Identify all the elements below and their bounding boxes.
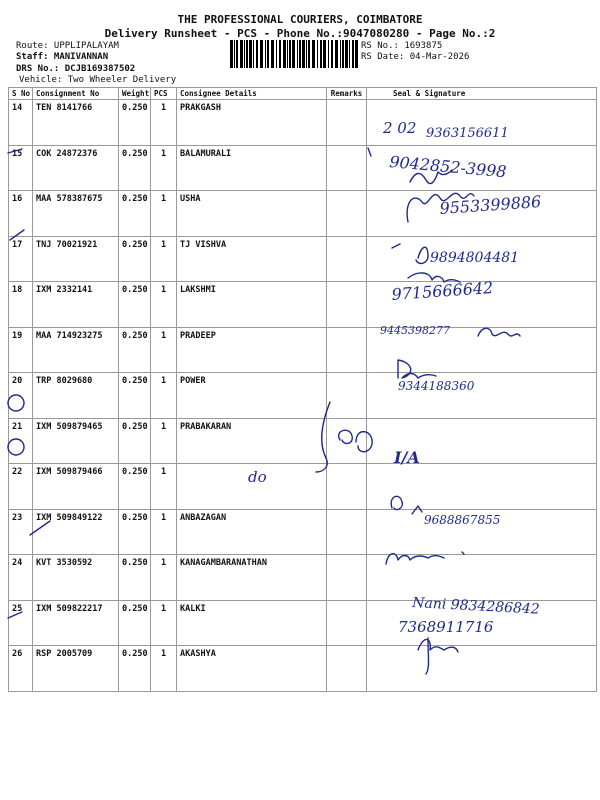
cell-sno: 18 [9, 282, 33, 328]
cell-consignee: PRADEEP [177, 327, 327, 373]
cell-signature [367, 464, 597, 510]
cell-weight: 0.250 [119, 145, 151, 191]
table-row [9, 191, 597, 237]
cell-remarks [327, 646, 367, 692]
cell-consignment: RSP 2005709 [33, 646, 119, 692]
signature-r14: 2 02 [383, 119, 417, 137]
cell-remarks [327, 373, 367, 419]
cell-consignment: IXM 509879465 [33, 418, 119, 464]
cell-signature [367, 646, 597, 692]
cell-consignment: IXM 2332141 [33, 282, 119, 328]
cell-remarks [327, 464, 367, 510]
cell-sno: 24 [9, 555, 33, 601]
cell-weight: 0.250 [119, 327, 151, 373]
table-row [9, 418, 597, 464]
cell-pcs: 1 [151, 509, 177, 555]
cell-signature [367, 191, 597, 237]
col-pcs: PCS [151, 88, 177, 100]
cell-consignee: USHA [177, 191, 327, 237]
cell-remarks [327, 600, 367, 646]
cell-consignee: TJ VISHVA [177, 236, 327, 282]
cell-remarks [327, 509, 367, 555]
barcode-bar [335, 40, 338, 68]
cell-pcs: 1 [151, 555, 177, 601]
runsheet-subtitle: Delivery Runsheet - PCS - Phone No.:9047080280 - Page No.:2 [104, 27, 496, 40]
table-row [9, 327, 597, 373]
cell-consignment: MAA 578387675 [33, 191, 119, 237]
cell-consignment: IXM 509822217 [33, 600, 119, 646]
cell-weight: 0.250 [119, 646, 151, 692]
cell-weight: 0.250 [119, 418, 151, 464]
phone-r18: 9715666642 [390, 277, 494, 304]
table-row [9, 555, 597, 601]
barcode-bar [260, 40, 263, 68]
barcode-bar [265, 40, 266, 68]
table-row [9, 145, 597, 191]
cell-consignee: POWER [177, 373, 327, 419]
vehicle-label: Vehicle: Two Wheeler Delivery [19, 75, 177, 85]
cell-consignee: BALAMURALI [177, 145, 327, 191]
col-weight: Weight [119, 88, 151, 100]
cell-pcs: 1 [151, 464, 177, 510]
barcode-bar [287, 40, 288, 68]
rs-date: RS Date: 04-Mar-2026 [361, 52, 470, 62]
cell-consignment: TEN 8141766 [33, 100, 119, 146]
phone-r26: 7368911716 [398, 618, 494, 636]
cell-signature [367, 282, 597, 328]
cell-sno: 16 [9, 191, 33, 237]
cell-signature [367, 236, 597, 282]
cell-sno: 22 [9, 464, 33, 510]
barcode-bar [331, 40, 333, 68]
cell-weight: 0.250 [119, 373, 151, 419]
cell-remarks [327, 100, 367, 146]
barcode-bar [349, 40, 350, 68]
phone-r23: 9688867855 [424, 513, 501, 527]
cell-pcs: 1 [151, 327, 177, 373]
barcode-bar [234, 40, 235, 68]
col-signature: Seal & Signature [367, 88, 597, 100]
cell-signature [367, 600, 597, 646]
phone-r14: 9363156611 [426, 126, 509, 141]
cell-signature [367, 373, 597, 419]
barcode-bar [230, 40, 233, 68]
cell-signature [367, 145, 597, 191]
cell-sno: 21 [9, 418, 33, 464]
barcode-bar [328, 40, 329, 68]
cell-pcs: 1 [151, 418, 177, 464]
cell-sno: 23 [9, 509, 33, 555]
scribble-r23a: do [248, 468, 267, 486]
cell-signature [367, 418, 597, 464]
cell-consignee: KANAGAMBARANATHAN [177, 555, 327, 601]
phone-r15: 9042852-3998 [388, 152, 508, 182]
route-label: Route: UPPLIPALAYAM [16, 41, 119, 51]
cell-pcs: 1 [151, 600, 177, 646]
table-header-row [9, 88, 597, 100]
barcode-bar [279, 40, 281, 68]
cell-pcs: 1 [151, 373, 177, 419]
phone-r25: Nani 9834286842 [411, 595, 541, 618]
cell-consignee: AKASHYA [177, 646, 327, 692]
barcode-bar [240, 40, 243, 68]
table-row [9, 100, 597, 146]
mark-r22: I/A [394, 448, 420, 467]
cell-pcs: 1 [151, 191, 177, 237]
cell-sno: 20 [9, 373, 33, 419]
cell-pcs: 1 [151, 100, 177, 146]
cell-consignment: TRP 8029680 [33, 373, 119, 419]
barcode-bar [340, 40, 341, 68]
cell-pcs: 1 [151, 646, 177, 692]
barcode-bar [276, 40, 277, 68]
rs-number: RS No.: 1693875 [361, 41, 443, 51]
cell-sno: 25 [9, 600, 33, 646]
barcode-bar [299, 40, 301, 68]
company-title: THE PROFESSIONAL COURIERS, COIMBATORE [177, 13, 423, 26]
cell-signature [367, 509, 597, 555]
cell-consignee: LAKSHMI [177, 282, 327, 328]
cell-sno: 26 [9, 646, 33, 692]
cell-weight: 0.250 [119, 282, 151, 328]
cell-consignee [177, 464, 327, 510]
cell-weight: 0.250 [119, 509, 151, 555]
cell-consignment: MAA 714923275 [33, 327, 119, 373]
table-row [9, 509, 597, 555]
barcode-bar [302, 40, 305, 68]
barcode-bar [246, 40, 248, 68]
barcode-bar [306, 40, 307, 68]
cell-consignment: IXM 509849122 [33, 509, 119, 555]
barcode-bar [292, 40, 295, 68]
table-row [9, 282, 597, 328]
barcode-bar [253, 40, 254, 68]
cell-remarks [327, 282, 367, 328]
barcode-bar [289, 40, 291, 68]
barcode-bar [312, 40, 315, 68]
drs-number: DRS No.: DCJB169387502 [16, 64, 136, 74]
barcode-bar [256, 40, 258, 68]
barcode-bar [297, 40, 298, 68]
cell-weight: 0.250 [119, 191, 151, 237]
cell-remarks [327, 327, 367, 373]
col-sno: S No [9, 88, 33, 100]
cell-consignment: TNJ 70021921 [33, 236, 119, 282]
table-row [9, 600, 597, 646]
cell-consignee: ANBAZAGAN [177, 509, 327, 555]
barcode-bar [308, 40, 310, 68]
col-consignee: Consignee Details [177, 88, 327, 100]
table-row [9, 646, 597, 692]
barcode-bar [323, 40, 326, 68]
cell-remarks [327, 145, 367, 191]
cell-weight: 0.250 [119, 100, 151, 146]
barcode-bar [352, 40, 354, 68]
barcode-bar [342, 40, 344, 68]
cell-sno: 15 [9, 145, 33, 191]
col-remarks: Remarks [327, 88, 367, 100]
barcode-bar [283, 40, 286, 68]
cell-remarks [327, 418, 367, 464]
barcode-bar [244, 40, 245, 68]
cell-consignee: KALKI [177, 600, 327, 646]
barcode [230, 40, 358, 68]
cell-sno: 17 [9, 236, 33, 282]
cell-weight: 0.250 [119, 464, 151, 510]
cell-consignment: KVT 3530592 [33, 555, 119, 601]
cell-remarks [327, 555, 367, 601]
barcode-bar [345, 40, 348, 68]
phone-r19: 9445398277 [380, 324, 450, 337]
cell-consignee: PRABAKARAN [177, 418, 327, 464]
table-row [9, 464, 597, 510]
phone-r16: 9553399886 [438, 191, 542, 218]
cell-remarks [327, 236, 367, 282]
phone-r17: 9894804481 [430, 250, 520, 266]
cell-consignment: IXM 509879466 [33, 464, 119, 510]
barcode-bar [317, 40, 318, 68]
col-consignment: Consignment No [33, 88, 119, 100]
cell-remarks [327, 191, 367, 237]
cell-consignment: COK 24872376 [33, 145, 119, 191]
cell-pcs: 1 [151, 282, 177, 328]
staff-label: Staff: MANIVANNAN [16, 52, 109, 62]
table-row [9, 373, 597, 419]
runsheet-table [8, 87, 597, 692]
table-row [9, 236, 597, 282]
barcode-bar [271, 40, 274, 68]
barcode-bar [267, 40, 269, 68]
cell-signature [367, 327, 597, 373]
cell-weight: 0.250 [119, 236, 151, 282]
barcode-bar [249, 40, 252, 68]
cell-consignee: PRAKGASH [177, 100, 327, 146]
cell-weight: 0.250 [119, 600, 151, 646]
cell-sno: 19 [9, 327, 33, 373]
cell-signature [367, 100, 597, 146]
phone-r20: 9344188360 [398, 379, 475, 393]
barcode-bar [320, 40, 322, 68]
cell-weight: 0.250 [119, 555, 151, 601]
barcode-bar [355, 40, 358, 68]
cell-pcs: 1 [151, 145, 177, 191]
barcode-bar [236, 40, 238, 68]
cell-signature [367, 555, 597, 601]
cell-sno: 14 [9, 100, 33, 146]
cell-pcs: 1 [151, 236, 177, 282]
